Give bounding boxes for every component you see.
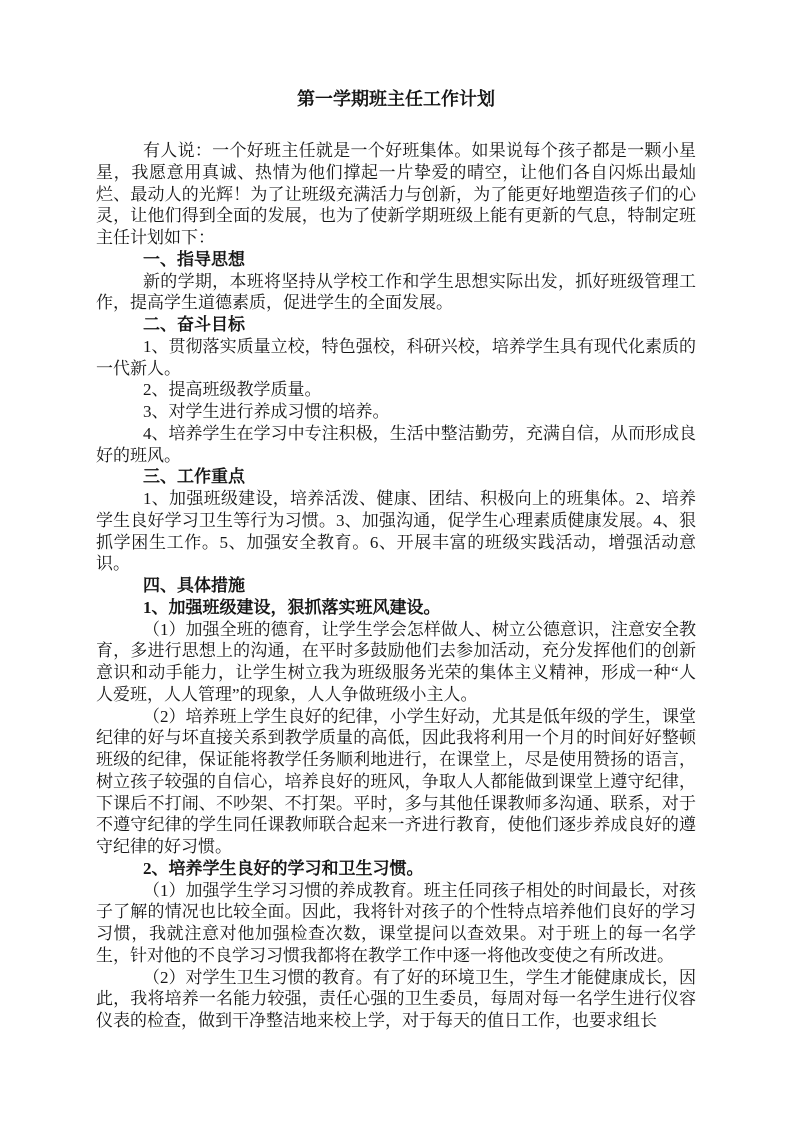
paragraph: 1、贯彻落实质量立校，特色强校，科研兴校，培养学生具有现代化素质的一代新人。 (96, 336, 696, 378)
paragraph: （1）加强全班的德育，让学生学会怎样做人、树立公德意识，注意安全教育，多进行思想上的沟通，在平时多鼓励他们去参加活动，充分发挥他们的创新意识和动手能力，让学生树立我为班级服务光荣的集体主义精神，形成一种“人人爱班，人人管理”的现象，人人争做班级小主人。 (96, 619, 696, 704)
section-heading: 二、奋斗目标 (143, 315, 245, 334)
paragraph: （1）加强学生学习习惯的养成教育。班主任同孩子相处的时间最长，对孩子了解的情况也比较全面。因此，我将针对孩子的个性特点培养他们良好的学习习惯，我就注意对他加强检查次数，课堂提问以查效果。对于班上的每一名学生，针对他的不良学习习惯我都将在教学工作中逐一将他改变使之有所改进。 (96, 880, 696, 965)
paragraph: 3、对学生进行养成习惯的培养。 (143, 402, 390, 421)
section-heading: 四、具体措施 (143, 576, 245, 595)
section-heading: 2、培养学生良好的学习和卫生习惯。 (143, 858, 424, 878)
document-title: 第一学期班主任工作计划 (297, 89, 495, 109)
paragraph: 新的学期，本班将坚持从学校工作和学生思想实际出发，抓好班级管理工作，提高学生道德素质，促进学生的全面发展。 (96, 271, 696, 313)
section-heading: 1、加强班级建设，狠抓落实班风建设。 (143, 597, 441, 617)
paragraph: 4、培养学生在学习中专注积极，生活中整洁勤劳，充满自信，从而形成良好的班风。 (96, 423, 696, 465)
document-body (96, 140, 696, 1032)
section-heading: 一、指导思想 (143, 249, 245, 269)
paragraph: 1、加强班级建设，培养活泼、健康、团结、积极向上的班集体。2、培养学生良好学习卫生等行为习惯。3、加强沟通，促学生心理素质健康发展。4、狠抓学困生工作。5、加强安全教育。6、开展丰富的班级实践活动，增强活动意识。 (96, 489, 696, 574)
section-heading: 三、工作重点 (143, 467, 245, 487)
paragraph: （2）培养班上学生良好的纪律，小学生好动，尤其是低年级的学生，课堂纪律的好与坏直接关系到教学质量的高低，因此我将利用一个月的时间好好整顿班级的纪律，保证能将教学任务顺利地进行，在课堂上，尽是使用赞扬的语言，树立孩子较强的自信心，培养良好的班风，争取人人都能做到课堂上遵守纪律，下课后不打闹、不吵架、不打架。平时，多与其他任课教师多沟通、联系，对于不遵守纪律的学生同任课教师联合起来一齐进行教育，使他们逐步养成良好的遵守纪律的好习惯。 (96, 706, 696, 856)
paragraph: 2、提高班级教学质量。 (143, 380, 322, 400)
paragraph: （2）对学生卫生习惯的教育。有了好的环境卫生，学生才能健康成长，因此，我将培养一名能力较强，责任心强的卫生委员，每周对每一名学生进行仪容仪表的检查，做到干净整洁地来校上学，对于每天的值日工作，也要求组长 (96, 967, 696, 1030)
paragraph: 有人说：一个好班主任就是一个好班集体。如果说每个孩子都是一颗小星星，我愿意用真诚、热情为他们撑起一片挚爱的晴空，让他们各自闪烁出最灿烂、最动人的光辉！为了让班级充满活力与创新，为了能更好地塑造孩子们的心灵，让他们得到全面的发展，也为了使新学期班级上能有更新的气息，特制定班主任计划如下： (96, 141, 696, 247)
